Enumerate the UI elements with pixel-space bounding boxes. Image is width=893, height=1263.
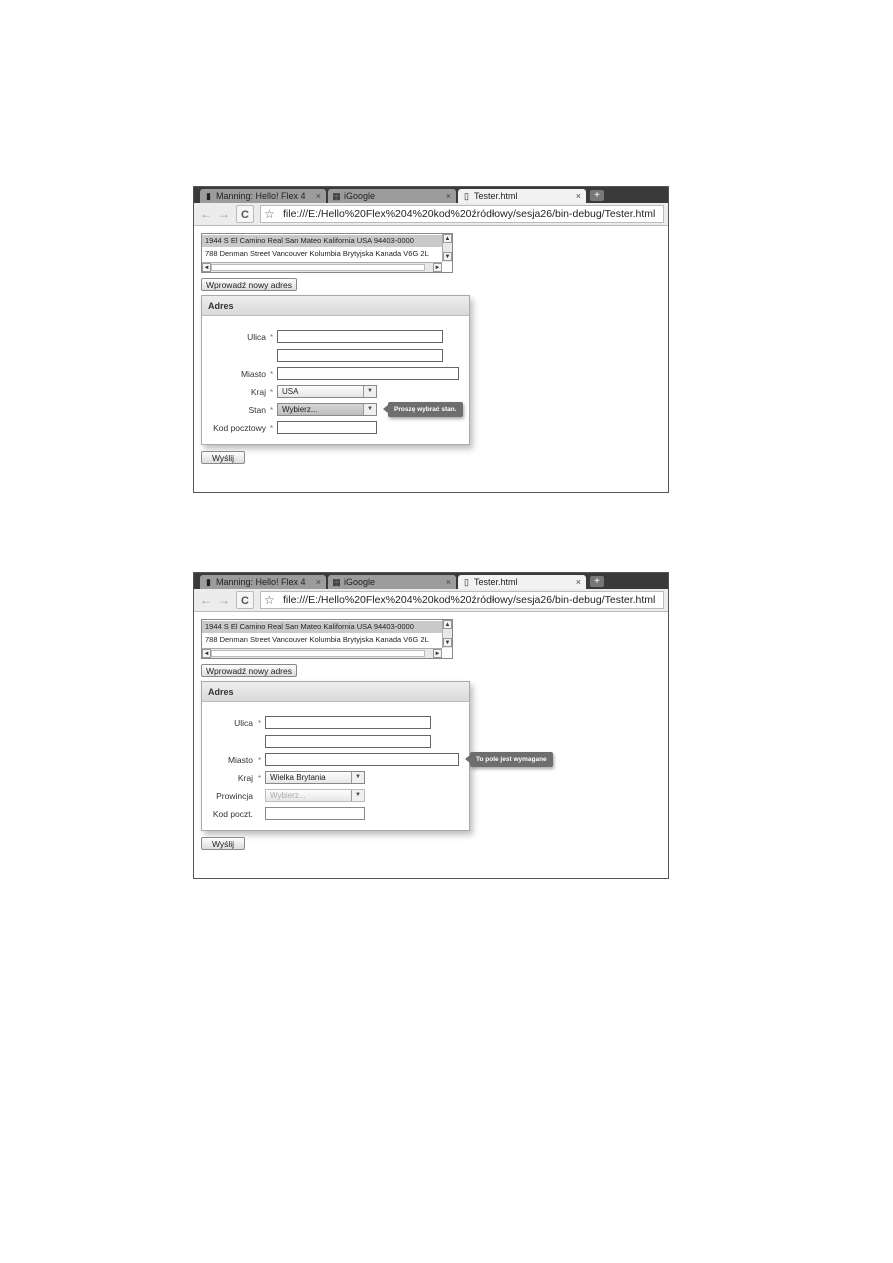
tab-tester[interactable] bbox=[458, 575, 586, 589]
list-item[interactable]: 788 Denman Street Vancouver Kolumbia Brytyjska Kanada V6G 2L bbox=[205, 635, 429, 644]
scroll-left-icon[interactable]: ◄ bbox=[203, 265, 210, 271]
close-tab-icon[interactable]: × bbox=[445, 191, 451, 201]
scroll-right-icon[interactable]: ► bbox=[434, 265, 441, 271]
required-mark: * bbox=[258, 756, 262, 765]
street-label: Ulica bbox=[234, 718, 253, 728]
required-mark: * bbox=[258, 774, 262, 783]
street-input-2[interactable] bbox=[277, 349, 443, 362]
star-icon[interactable]: ☆ bbox=[264, 593, 275, 607]
street-input-1[interactable] bbox=[277, 330, 443, 343]
required-mark: * bbox=[270, 424, 274, 433]
street-label: Ulica bbox=[247, 332, 266, 342]
reload-icon[interactable]: C bbox=[236, 205, 254, 223]
zip-label: Kod poczt. bbox=[212, 809, 253, 819]
scroll-thumb[interactable] bbox=[211, 264, 425, 271]
state-select[interactable] bbox=[277, 403, 377, 416]
tab-label: iGoogle bbox=[344, 577, 376, 587]
close-tab-icon[interactable]: × bbox=[315, 577, 321, 587]
tab-tester[interactable] bbox=[458, 189, 586, 203]
close-tab-icon[interactable]: × bbox=[315, 191, 321, 201]
list-item[interactable]: 1944 S El Camino Real San Mateo Kalifornia USA 94403-0000 bbox=[202, 621, 442, 633]
send-button[interactable]: Wyślij bbox=[201, 451, 245, 464]
address-bar[interactable] bbox=[260, 591, 664, 609]
list-item[interactable]: 1944 S El Camino Real San Mateo Kalifornia USA 94403-0000 bbox=[202, 235, 442, 247]
chevron-down-icon[interactable]: ▼ bbox=[351, 790, 364, 801]
city-label: Miasto bbox=[227, 755, 253, 765]
back-icon[interactable]: ← bbox=[200, 207, 212, 221]
validation-tooltip: To pole jest wymagane bbox=[470, 752, 553, 767]
address-form-panel bbox=[201, 681, 547, 831]
send-button[interactable]: Wyślij bbox=[201, 837, 245, 850]
tab-label: Tester.html bbox=[474, 577, 518, 587]
country-label: Kraj bbox=[250, 387, 266, 397]
screenshot-state-uk bbox=[193, 572, 669, 879]
chevron-down-icon[interactable]: ▼ bbox=[363, 404, 376, 415]
city-input[interactable] bbox=[277, 367, 459, 380]
url-text[interactable]: file:///E:/Hello%20Flex%204%20kod%20źródłowy/sesja26/bin-debug/Tester.html bbox=[283, 208, 656, 220]
country-value: Wielka Brytania bbox=[270, 773, 326, 782]
new-address-button[interactable]: Wprowadź nowy adres bbox=[201, 278, 297, 291]
scroll-down-icon[interactable]: ▼ bbox=[444, 254, 451, 260]
province-select[interactable] bbox=[265, 789, 365, 802]
vertical-scrollbar[interactable] bbox=[442, 234, 452, 262]
country-value: USA bbox=[282, 387, 299, 396]
close-tab-icon[interactable]: × bbox=[575, 577, 581, 587]
tab-igoogle[interactable] bbox=[328, 575, 456, 589]
zip-label: Kod pocztowy bbox=[213, 423, 266, 433]
scroll-up-icon[interactable]: ▲ bbox=[444, 622, 451, 628]
tab-strip bbox=[194, 187, 668, 203]
country-label: Kraj bbox=[237, 773, 253, 783]
screenshot-state-usa bbox=[193, 186, 669, 493]
tab-manning[interactable] bbox=[200, 189, 326, 203]
horizontal-scrollbar[interactable] bbox=[202, 648, 442, 658]
tab-label: iGoogle bbox=[344, 191, 376, 201]
vertical-scrollbar[interactable] bbox=[442, 620, 452, 648]
required-mark: * bbox=[258, 719, 262, 728]
tab-label: Manning: Hello! Flex 4 bbox=[216, 577, 306, 587]
new-tab-button[interactable]: + bbox=[590, 576, 604, 587]
new-tab-button[interactable]: + bbox=[590, 190, 604, 201]
required-mark: * bbox=[270, 388, 274, 397]
browser-toolbar bbox=[194, 589, 668, 612]
manning-favicon-icon: ▮ bbox=[206, 577, 211, 587]
manning-favicon-icon: ▮ bbox=[206, 191, 211, 201]
close-tab-icon[interactable]: × bbox=[575, 191, 581, 201]
close-tab-icon[interactable]: × bbox=[445, 577, 451, 587]
panel-title: Adres bbox=[202, 682, 469, 702]
url-text[interactable]: file:///E:/Hello%20Flex%204%20kod%20źródłowy/sesja26/bin-debug/Tester.html bbox=[283, 594, 656, 606]
scroll-left-icon[interactable]: ◄ bbox=[203, 651, 210, 657]
scroll-up-icon[interactable]: ▲ bbox=[444, 236, 451, 242]
new-address-button[interactable]: Wprowadź nowy adres bbox=[201, 664, 297, 677]
city-label: Miasto bbox=[240, 369, 266, 379]
address-list[interactable] bbox=[201, 619, 453, 659]
country-select[interactable] bbox=[265, 771, 365, 784]
scroll-down-icon[interactable]: ▼ bbox=[444, 640, 451, 646]
address-list[interactable] bbox=[201, 233, 453, 273]
forward-icon[interactable]: → bbox=[218, 593, 230, 607]
igoogle-favicon-icon: ▦ bbox=[332, 191, 341, 201]
tab-strip bbox=[194, 573, 668, 589]
reload-icon[interactable]: C bbox=[236, 591, 254, 609]
igoogle-favicon-icon: ▦ bbox=[332, 577, 341, 587]
street-input-1[interactable] bbox=[265, 716, 431, 729]
address-form-panel bbox=[201, 295, 470, 445]
city-input[interactable] bbox=[265, 753, 459, 766]
scroll-right-icon[interactable]: ► bbox=[434, 651, 441, 657]
state-value: Wybierz... bbox=[282, 405, 318, 414]
forward-icon[interactable]: → bbox=[218, 207, 230, 221]
chevron-down-icon[interactable]: ▼ bbox=[363, 386, 376, 397]
panel-title: Adres bbox=[202, 296, 469, 316]
tab-label: Tester.html bbox=[474, 191, 518, 201]
address-bar[interactable] bbox=[260, 205, 664, 223]
tab-igoogle[interactable] bbox=[328, 189, 456, 203]
page-icon: ▯ bbox=[464, 577, 469, 587]
page-icon: ▯ bbox=[464, 191, 469, 201]
required-mark: * bbox=[270, 406, 274, 415]
scroll-thumb[interactable] bbox=[211, 650, 425, 657]
chevron-down-icon[interactable]: ▼ bbox=[351, 772, 364, 783]
province-label: Prowincja bbox=[216, 791, 253, 801]
state-label: Stan bbox=[248, 405, 266, 415]
zip-input[interactable] bbox=[277, 421, 377, 434]
list-item[interactable]: 788 Denman Street Vancouver Kolumbia Brytyjska Kanada V6G 2L bbox=[205, 249, 429, 258]
star-icon[interactable]: ☆ bbox=[264, 207, 275, 221]
tab-manning[interactable] bbox=[200, 575, 326, 589]
tab-label: Manning: Hello! Flex 4 bbox=[216, 191, 306, 201]
country-select[interactable] bbox=[277, 385, 377, 398]
browser-toolbar bbox=[194, 203, 668, 226]
required-mark: * bbox=[270, 333, 274, 342]
street-input-2[interactable] bbox=[265, 735, 431, 748]
required-mark: * bbox=[270, 370, 274, 379]
back-icon[interactable]: ← bbox=[200, 593, 212, 607]
horizontal-scrollbar[interactable] bbox=[202, 262, 442, 272]
zip-input[interactable] bbox=[265, 807, 365, 820]
validation-tooltip: Proszę wybrać stan. bbox=[388, 402, 463, 417]
province-value: Wybierz... bbox=[270, 791, 306, 800]
